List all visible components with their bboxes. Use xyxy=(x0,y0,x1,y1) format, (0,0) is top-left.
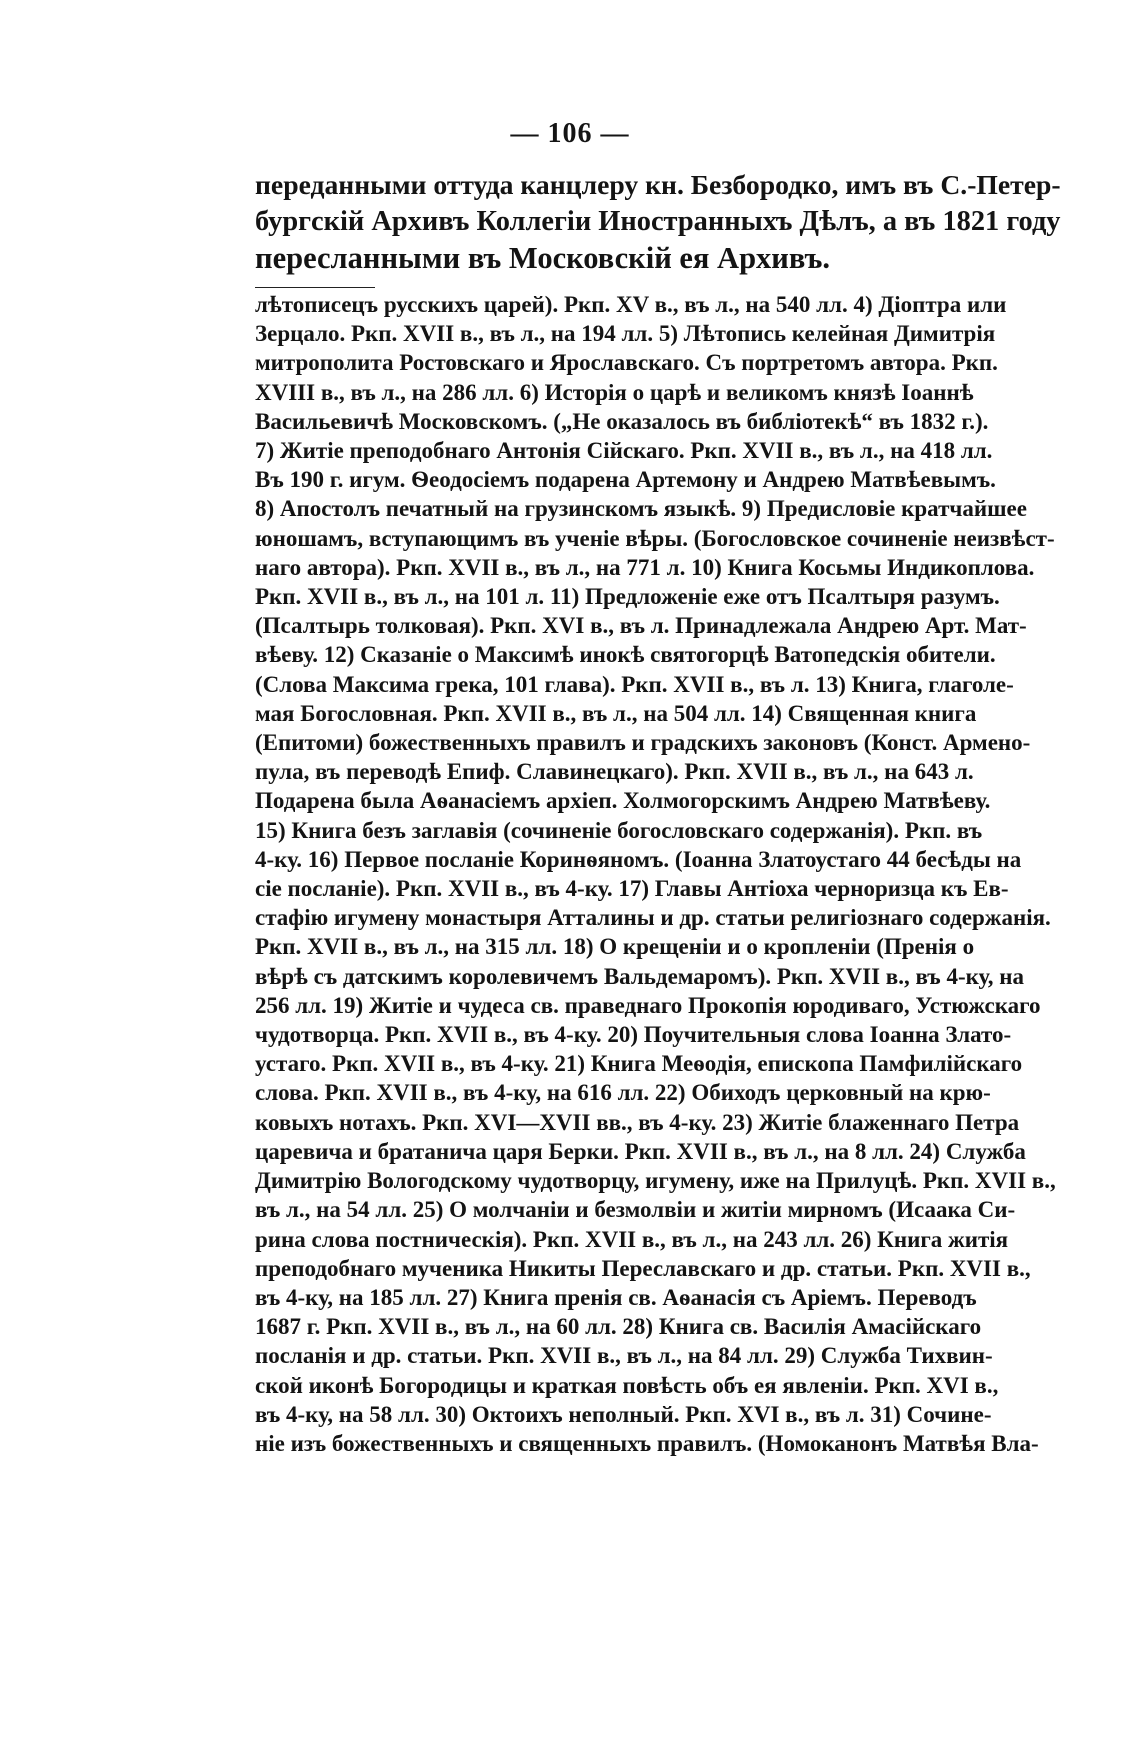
footnote-line: Зерцало. Ркп. XVII в., въ л., на 194 лл. 5) Лѣтопись келейная Димитрія xyxy=(255,321,996,347)
footnote-line: юношамъ, вступающимъ въ ученіе вѣры. (Богословское сочиненіе неизвѣст- xyxy=(255,525,1055,551)
footnote-line: (Епитоми) божественныхъ правилъ и градскихъ законовъ (Конст. Армено- xyxy=(255,730,1031,756)
main-text xyxy=(255,166,1065,277)
footnote-line: Въ 190 г. игум. Ѳеодосіемъ подарена Артемону и Андрею Матвѣевымъ. xyxy=(255,467,996,493)
footnote-line: мая Богословная. Ркп. XVII в., въ л., на 504 лл. 14) Священная книга xyxy=(255,700,977,726)
footnote-text xyxy=(255,290,1065,1458)
footnote-line: стафію игумену монастыря Атталины и др. статьи религіознаго содержанія. xyxy=(255,905,1051,931)
footnote-line: въ 4-ку, на 185 лл. 27) Книга пренія св. Аѳанасія съ Аріемъ. Переводъ xyxy=(255,1284,977,1310)
footnote-line: ковыхъ нотахъ. Ркп. XVI—XVII вв., въ 4-ку. 23) Житіе блаженнаго Петра xyxy=(255,1109,1020,1135)
footnote-line: Димитрію Вологодскому чудотворцу, игумену, иже на Прилуцѣ. Ркп. XVII в., xyxy=(255,1168,1056,1194)
footnote-line: царевича и братанича царя Берки. Ркп. XVII в., въ л., на 8 лл. 24) Служба xyxy=(255,1138,1026,1164)
footnote-line: Ркп. XVII в., въ л., на 101 л. 11) Предложеніе еже отъ Псалтыря разумъ. xyxy=(255,584,1000,610)
footnote-line: 1687 г. Ркп. XVII в., въ л., на 60 лл. 28) Книга св. Василія Амасійскаго xyxy=(255,1314,982,1340)
footnote-line: чудотворца. Ркп. XVII в., въ 4-ку. 20) Поучительныя слова Іоанна Злато- xyxy=(255,1022,1012,1048)
footnote-line: пула, въ переводѣ Епиф. Славинецкаго). Ркп. XVII в., въ л., на 643 л. xyxy=(255,759,974,785)
main-text-line: пересланными въ Московскій ея Архивъ. xyxy=(255,241,830,275)
footnote-line: рина слова постническія). Ркп. XVII в., въ л., на 243 лл. 26) Книга житія xyxy=(255,1226,1009,1252)
footnote-line: посланія и др. статьи. Ркп. XVII в., въ л., на 84 лл. 29) Служба Тихвин- xyxy=(255,1343,993,1369)
footnote-line: (Слова Максима грека, 101 глава). Ркп. XVII в., въ л. 13) Книга, глаголе- xyxy=(255,671,1014,697)
footnote-line: 15) Книга безъ заглавія (сочиненіе богословскаго содержанія). Ркп. въ xyxy=(255,817,983,843)
footnote-line: Васильевичѣ Московскомъ. („Не оказалось въ библіотекѣ“ въ 1832 г.). xyxy=(255,408,989,434)
footnote-line: вѣрѣ съ датскимъ королевичемъ Вальдемаромъ). Ркп. XVII в., въ 4-ку, на xyxy=(255,963,1025,989)
footnote-line: преподобнаго мученика Никиты Переславскаго и др. статьи. Ркп. XVII в., xyxy=(255,1255,1031,1281)
footnote-line: наго автора). Ркп. XVII в., въ л., на 771 л. 10) Книга Косьмы Индикоплова. xyxy=(255,554,1035,580)
footnote-line: 7) Житіе преподобнаго Антонія Сійскаго. Ркп. XVII в., въ л., на 418 лл. xyxy=(255,438,993,464)
main-text-line: переданными оттуда канцлеру кн. Безбородко, имъ въ С.-Петер- xyxy=(255,169,1061,200)
footnote-line: 4-ку. 16) Первое посланіе Коринѳяномъ. (Іоанна Златоустаго 44 бесѣды на xyxy=(255,846,1022,872)
footnote-line: вѣеву. 12) Сказаніе о Максимѣ инокѣ святогорцѣ Ватопедскія обители. xyxy=(255,642,996,668)
footnote-line: лѣтописецъ русскихъ царей). Ркп. XV в., въ л., на 540 лл. 4) Діоптра или xyxy=(255,292,1007,317)
footnote-line: (Псалтырь толковая). Ркп. XVI в., въ л. Принадлежала Андрею Арт. Мат- xyxy=(255,613,1027,639)
footnote-line: митрополита Ростовскаго и Ярославскаго. Съ портретомъ автора. Ркп. xyxy=(255,350,998,376)
footnote-line: въ л., на 54 лл. 25) О молчаніи и безмолвіи и житіи мирномъ (Исаака Си- xyxy=(255,1197,1016,1223)
footnote-line: ніе изъ божественныхъ и священныхъ правилъ. (Номоканонъ Матвѣя Вла- xyxy=(255,1430,1039,1456)
main-text-line: бургскій Архивъ Коллегіи Иностранныхъ Дѣлъ, а въ 1821 году xyxy=(255,206,1061,237)
footnote-line: сіе посланіе). Ркп. XVII в., въ 4-ку. 17) Главы Антіоха черноризца къ Ев- xyxy=(255,876,1009,902)
page-number: — 106 — xyxy=(510,118,630,149)
footnote-divider xyxy=(255,287,375,288)
footnote-line: слова. Ркп. XVII в., въ 4-ку, на 616 лл. 22) Обиходъ церковный на крю- xyxy=(255,1080,991,1106)
footnote-line: ской иконѣ Богородицы и краткая повѣсть объ ея явленіи. Ркп. XVI в., xyxy=(255,1372,999,1398)
footnote-line: 8) Апостолъ печатный на грузинскомъ языкѣ. 9) Предисловіе кратчайшее xyxy=(255,496,1027,522)
footnote-line: 256 лл. 19) Житіе и чудеса св. праведнаго Прокопія юродиваго, Устюжскаго xyxy=(255,992,1041,1018)
footnote-line: Подарена была Аѳанасіемъ архіеп. Холмогорскимъ Андрею Матвѣеву. xyxy=(255,788,991,814)
footnote-line: въ 4-ку, на 58 лл. 30) Октоихъ неполный. Ркп. XVI в., въ л. 31) Сочине- xyxy=(255,1401,992,1427)
footnote-line: устаго. Ркп. XVII в., въ 4-ку. 21) Книга Меѳодія, епископа Памфилійскаго xyxy=(255,1051,1023,1077)
footnote-line: XVIII в., въ л., на 286 лл. 6) Исторія о царѣ и великомъ князѣ Іоаннѣ xyxy=(255,379,974,405)
footnote-line: Ркп. XVII в., въ л., на 315 лл. 18) О крещеніи и о кропленіи (Пренія о xyxy=(255,934,975,960)
